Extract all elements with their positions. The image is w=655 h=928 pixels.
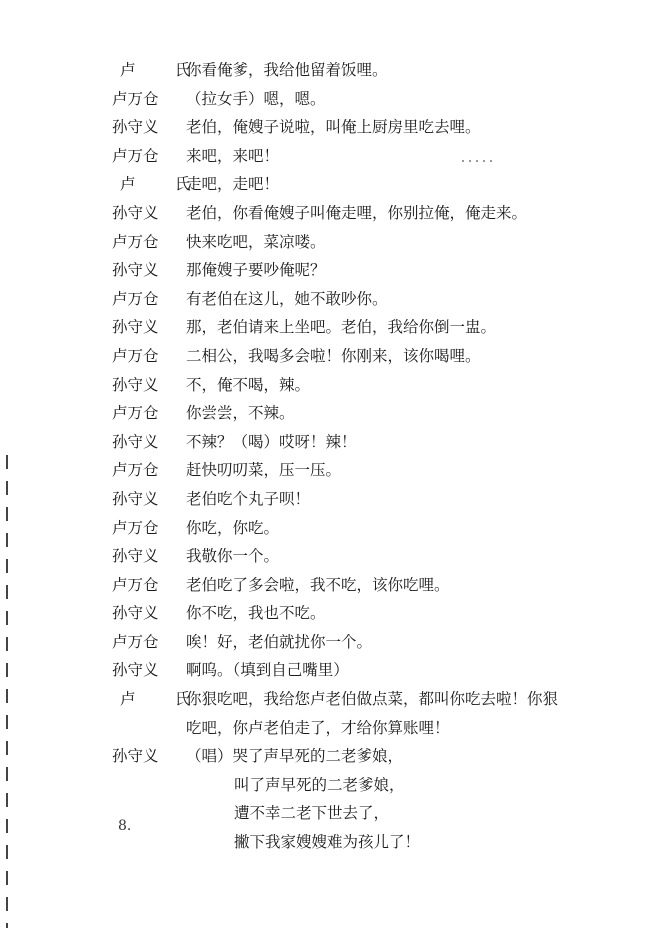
- dialogue-text: 老伯，你看俺嫂子叫俺走哩，你别拉俺，俺走来。: [186, 203, 528, 222]
- speaker-name: 孙守义: [112, 432, 159, 451]
- dialogue-line: [112, 199, 592, 228]
- dialogue-line: [112, 56, 592, 85]
- script-body: [112, 56, 592, 857]
- speaker-name: 孙守义: [112, 604, 159, 623]
- speaker-name: 卢万仓: [112, 89, 159, 108]
- dialogue-line: [112, 571, 592, 600]
- speaker-name: 卢 氏: [120, 61, 203, 79]
- dialogue-text: 老伯吃了多会啦，我不吃，该你吃哩。: [186, 575, 450, 594]
- dialogue-line: [112, 228, 592, 257]
- dialogue-line: [112, 485, 592, 514]
- dialogue-line: [112, 714, 592, 743]
- dialogue-text: 你吃，你吃。: [186, 518, 280, 537]
- dialogue-text: 来吧，来吧！: [186, 146, 280, 165]
- verse-text: 叫了声早死的二老爹娘，: [234, 775, 405, 794]
- dialogue-line: [112, 142, 592, 171]
- speaker-name: 孙守义: [112, 375, 159, 394]
- dialogue-text: 那，老伯请来上坐吧。老伯，我给你倒一盅。: [186, 318, 497, 337]
- speaker-name: 卢万仓: [112, 232, 159, 251]
- dialogue-line: [112, 456, 592, 485]
- speaker-name: 孙守义: [112, 118, 159, 137]
- speaker-name: 孙守义: [112, 547, 159, 566]
- dialogue-text: 你尝尝，不辣。: [186, 404, 295, 423]
- speaker-name: 卢万仓: [112, 518, 159, 537]
- speaker-name: 卢万仓: [112, 289, 159, 308]
- speaker-name: 孙守义: [112, 203, 159, 222]
- dialogue-text: 老伯吃个丸子呗！: [186, 489, 311, 508]
- page-number: 8.: [118, 818, 132, 834]
- dialogue-line: [112, 428, 592, 457]
- dialogue-line: [112, 285, 592, 314]
- dialogue-text: 不辣？（喝）哎呀！辣！: [186, 432, 357, 451]
- dialogue-line: [112, 113, 592, 142]
- dialogue-line: [112, 85, 592, 114]
- speaker-name: 卢万仓: [112, 632, 159, 651]
- speaker-name: 孙守义: [112, 747, 159, 766]
- verse-text: 撇下我家嫂嫂难为孩儿了！: [234, 833, 421, 852]
- dialogue-line: [112, 599, 592, 628]
- dialogue-text: 二相公，我喝多会啦！你刚来，该你喝哩。: [186, 346, 481, 365]
- dialogue-text: 赶快叨叨菜，压一压。: [186, 461, 342, 480]
- speaker-name: 卢万仓: [112, 404, 159, 423]
- verse-line: [112, 771, 592, 800]
- dialogue-text: 吃吧，你卢老伯走了，才给你算账哩！: [186, 718, 450, 737]
- speaker-name: 孙守义: [112, 261, 159, 280]
- verse-text: 遭不幸二老下世去了，: [234, 804, 390, 823]
- dialogue-text: 唉！好，老伯就扰你一个。: [186, 632, 373, 651]
- speaker-name: 卢万仓: [112, 346, 159, 365]
- dialogue-line: [112, 514, 592, 543]
- speaker-name: 孙守义: [112, 489, 159, 508]
- dialogue-line: [112, 256, 592, 285]
- dialogue-text: 走吧，走吧！: [186, 175, 280, 194]
- verse-line: [112, 828, 592, 857]
- dialogue-text: 啊呜。（填到自己嘴里）: [186, 661, 349, 680]
- dialogue-text: 不，俺不喝，辣。: [186, 375, 311, 394]
- speaker-name: 卢 氏: [120, 690, 203, 709]
- speaker-name: 卢万仓: [112, 575, 159, 594]
- dialogue-text: 那俺嫂子要吵俺呢？: [186, 261, 326, 280]
- dialogue-text: （唱）哭了声早死的二老爹娘，: [186, 747, 404, 766]
- speaker-name: 卢万仓: [112, 146, 159, 165]
- scan-margin-marks: [6, 455, 8, 928]
- dialogue-line: [112, 371, 592, 400]
- dialogue-text: 老伯，俺嫂子说啦，叫俺上厨房里吃去哩。: [186, 118, 481, 137]
- dialogue-line: [112, 542, 592, 571]
- dialogue-line: [112, 170, 592, 199]
- dialogue-line: [112, 685, 592, 714]
- dialogue-line: [112, 313, 592, 342]
- speaker-name: 卢 氏: [120, 175, 203, 194]
- dialogue-line: [112, 742, 592, 771]
- speaker-name: 孙守义: [112, 661, 159, 680]
- dialogue-text: 有老伯在这儿，她不敢吵你。: [186, 289, 388, 308]
- dialogue-text: 你不吃，我也不吃。: [186, 604, 326, 623]
- dialogue-line: [112, 628, 592, 657]
- verse-line: [112, 799, 592, 828]
- speaker-name: 卢万仓: [112, 461, 159, 480]
- dialogue-line: [112, 342, 592, 371]
- dialogue-text: 你狠吃吧，我给您卢老伯做点菜，都叫你吃去啦！你狠: [186, 690, 559, 709]
- dialogue-text: 我敬你一个。: [186, 547, 280, 566]
- speaker-name: 孙守义: [112, 318, 159, 337]
- dialogue-text: （拉女手）嗯，嗯。: [186, 89, 326, 108]
- dialogue-text: 快来吃吧，菜凉喽。: [186, 232, 326, 251]
- dialogue-line: [112, 656, 592, 685]
- dialogue-text: 你看俺爹，我给他留着饭哩。: [186, 61, 388, 79]
- dialogue-line: [112, 399, 592, 428]
